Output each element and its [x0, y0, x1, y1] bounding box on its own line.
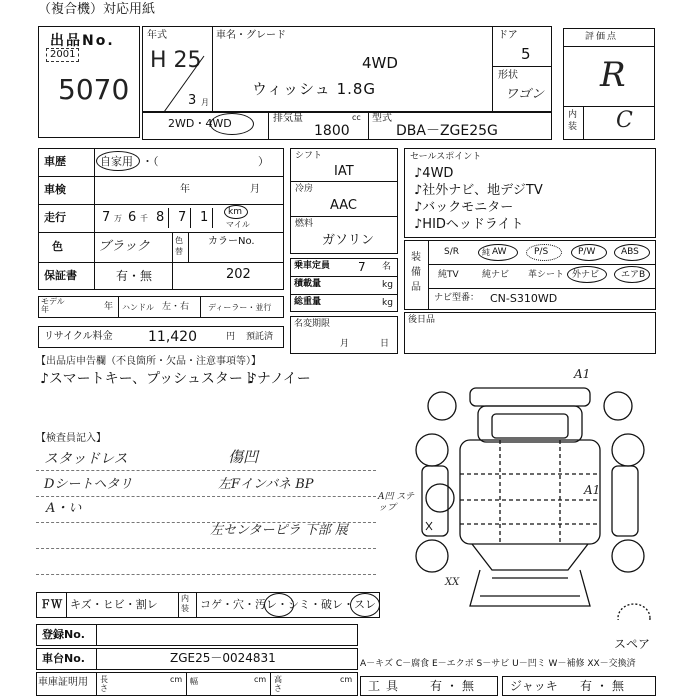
- seats-label: 乗車定員: [294, 261, 331, 271]
- equip-ext-navi-circle: [567, 266, 607, 283]
- model-label: 車名・グレード: [216, 30, 286, 41]
- diagram-mark-right: A1: [584, 483, 601, 497]
- model-year-label: モデル年: [41, 297, 65, 314]
- equip-abs-circle: [614, 244, 650, 261]
- inspector-label: 【検査員記入】: [36, 433, 106, 444]
- mileage-digit-4: 7: [178, 210, 187, 225]
- equip-ps-circle: [526, 244, 562, 261]
- inspection-month-unit: 月: [250, 184, 260, 195]
- cert-width-unit: cm: [254, 675, 267, 684]
- reg-deadline-label: 名変期限: [294, 319, 331, 329]
- shape-label: 形状: [498, 70, 518, 81]
- cert-height-unit: cm: [340, 675, 353, 684]
- color-value: ブラック: [98, 239, 150, 254]
- selling-point-1: ♪4WD: [414, 166, 454, 181]
- equip-ps: P/S: [534, 247, 549, 257]
- recycle-note: 預託済: [246, 332, 274, 342]
- inspector-note-5: 左Fインバネ BP: [218, 477, 314, 492]
- equip-aw: AW: [492, 247, 507, 257]
- notes-label: 【出品店申告欄（不良箇所・欠品・注意事項等）】: [36, 356, 261, 367]
- selling-point-2: ♪社外ナビ、地デジTV: [414, 183, 543, 198]
- history-sep: ・（: [142, 155, 159, 168]
- equip-navi: 純ナビ: [482, 270, 510, 280]
- shape-value: ワゴン: [505, 87, 545, 102]
- aftermarket-label: 後日品: [408, 315, 436, 325]
- load-label: 積載量: [294, 279, 322, 289]
- mileage-unit-km: km: [228, 207, 242, 217]
- interior-grade: C: [616, 108, 633, 133]
- displacement-label: 排気量: [273, 113, 303, 124]
- color-change-label: 色替: [175, 236, 183, 256]
- diagram-mark-rear: A1: [574, 367, 591, 381]
- seats-value: 7: [358, 260, 366, 274]
- history-close: ）: [258, 155, 269, 168]
- recycle-unit: 円: [226, 332, 236, 342]
- mileage-digit-2: 6: [128, 210, 137, 225]
- model-name: ウィッシュ 1.8G: [252, 80, 377, 98]
- spare-label: スペア: [614, 637, 651, 651]
- color-code-label: カラーNo.: [208, 236, 255, 247]
- warranty-label: 保証書: [44, 269, 77, 282]
- car-damage-diagram: [400, 367, 662, 620]
- color-code-value: 202: [226, 267, 251, 282]
- jack-label: ジャッキ: [510, 679, 558, 693]
- doors-value: 5: [521, 45, 531, 63]
- jack-value: 有・無: [580, 679, 629, 693]
- interior-label: 内装: [568, 110, 578, 132]
- fw-inner-circle-wear: [350, 593, 380, 617]
- drivetrain-options: 2WD・4WD: [168, 117, 232, 130]
- fuel-value: ガソリン: [322, 233, 375, 248]
- history-option: 自家用: [100, 155, 133, 168]
- color-label: 色: [52, 240, 63, 253]
- mileage-unit-man: 万: [114, 214, 122, 223]
- garage-cert-label: 車庫証明用: [38, 677, 88, 688]
- lot-number-label: 出品No.: [50, 33, 115, 49]
- mileage-label: 走行: [44, 211, 66, 224]
- inspector-note-3: A・い: [46, 501, 82, 516]
- displacement-value: 1800: [314, 123, 350, 139]
- lot-number-value: 5070: [58, 73, 130, 106]
- reg-deadline-month: 月: [340, 339, 350, 349]
- chassis-value: ZGE25－0024831: [170, 651, 276, 665]
- recycle-value: 11,420: [148, 329, 197, 345]
- year-value: H 25: [150, 48, 202, 73]
- equip-airbag: エアB: [621, 270, 646, 280]
- cert-length-unit: cm: [170, 675, 183, 684]
- recycle-label: リサイクル料金: [44, 331, 113, 342]
- selling-points-label: セールスポイント: [410, 152, 482, 162]
- year-label: 年式: [147, 30, 167, 41]
- shift-value: IAT: [334, 164, 354, 179]
- shift-label: シフト: [295, 151, 323, 161]
- fuel-label: 燃料: [295, 219, 314, 229]
- cert-height-label: 高さ: [274, 675, 282, 693]
- history-label: 車歴: [44, 155, 66, 168]
- aircon-label: 冷房: [295, 184, 314, 194]
- mileage-digit-3: 8: [156, 210, 165, 225]
- mileage-unit-mile: マイル: [226, 220, 250, 229]
- seats-unit: 名: [382, 262, 392, 272]
- dealer-value: ディーラー・並行: [208, 303, 272, 312]
- equip-pw: P/W: [578, 247, 596, 257]
- notes-line-2: ♪ナノイー: [248, 371, 311, 387]
- history-option-circle: [96, 151, 140, 171]
- equip-leather: 革シート: [528, 270, 565, 280]
- grade-score: R: [600, 55, 626, 95]
- weight-unit: kg: [382, 298, 393, 308]
- registration-label: 登録No.: [42, 628, 85, 641]
- aftermarket-box: [404, 312, 656, 354]
- fw-items: キズ・ヒビ・割レ: [70, 598, 158, 611]
- lot-stamp: 2001: [46, 48, 79, 62]
- fw-inner-items: コゲ・穴・汚レ・シミ・破レ・スレ: [200, 598, 376, 611]
- tools-value: 有・無: [430, 679, 479, 693]
- equipment-label: 装備品: [411, 252, 421, 293]
- diagram-mark-left: A凹 ステップ: [378, 492, 415, 513]
- inspector-note-4: 傷凹: [228, 448, 259, 466]
- inspector-note-6: 左センターピラ 下部 展: [210, 523, 348, 538]
- equip-abs: ABS: [621, 247, 639, 257]
- mileage-unit-sen: 千: [140, 214, 148, 223]
- equip-pw-circle: [571, 244, 607, 261]
- model-code-value: DBA－ZGE25G: [396, 123, 498, 139]
- chassis-label: 車台No.: [42, 652, 85, 665]
- model-year-unit: 年: [104, 302, 114, 312]
- equip-ext-navi: 外ナビ: [572, 270, 600, 280]
- mileage-digit-5: 1: [200, 210, 209, 225]
- equip-aw-circle: [478, 244, 518, 261]
- reg-deadline-day: 日: [380, 339, 390, 349]
- selling-point-4: ♪HIDヘッドライト: [414, 217, 524, 232]
- tools-label: 工具: [368, 679, 405, 693]
- cert-width-label: 幅: [190, 677, 198, 686]
- equip-tv: 純TV: [438, 270, 459, 280]
- selling-point-3: ♪バックモニター: [414, 200, 514, 215]
- cert-length-label: 長さ: [100, 675, 108, 693]
- inspection-year-unit: 年: [180, 184, 190, 195]
- notes-line-1: ♪スマートキー、プッシュスタート: [40, 371, 257, 387]
- sheet-title: （複合機）対応用紙: [38, 2, 156, 17]
- load-unit: kg: [382, 280, 393, 290]
- fw-inner-label: 内装: [181, 594, 189, 613]
- inspector-note-1: スタッドレス: [44, 451, 128, 467]
- handle-value: 左・右: [162, 302, 190, 312]
- inspector-note-2: Dシートヘタリ: [44, 477, 133, 492]
- year-month-unit: 月: [201, 98, 209, 107]
- mileage-km-circle: [224, 205, 248, 219]
- doors-label: ドア: [498, 30, 518, 41]
- grade-label: 評価点: [585, 32, 619, 42]
- diagram-mark-front: XX: [445, 577, 460, 588]
- handle-label: ハンドル: [122, 303, 154, 312]
- weight-label: 総重量: [294, 297, 322, 307]
- drivetrain-selected-circle: [210, 113, 254, 135]
- inspection-label: 車検: [44, 183, 66, 196]
- aircon-value: AAC: [330, 198, 357, 213]
- year-month: 3: [188, 93, 197, 108]
- mileage-digit-1: 7: [102, 210, 111, 225]
- navi-model-value: CN-S310WD: [490, 292, 558, 305]
- equip-sr: S/R: [444, 247, 459, 257]
- equip-aw-prefix: 純: [482, 248, 490, 257]
- navi-model-label: ナビ型番：: [434, 293, 480, 303]
- fw-inner-circle-stain: [264, 593, 294, 617]
- drive-type: 4WD: [362, 54, 398, 72]
- displacement-unit: cc: [352, 113, 361, 122]
- model-code-label: 型式: [372, 113, 392, 124]
- fw-label: ＦＷ: [40, 598, 62, 611]
- warranty-value: 有・無: [116, 269, 153, 283]
- damage-legend: A－キズ C－腐食 E－エクボ S－サビ U－凹ミ W－補修 XX－交換済: [360, 659, 636, 669]
- equip-airbag-circle: [614, 266, 650, 283]
